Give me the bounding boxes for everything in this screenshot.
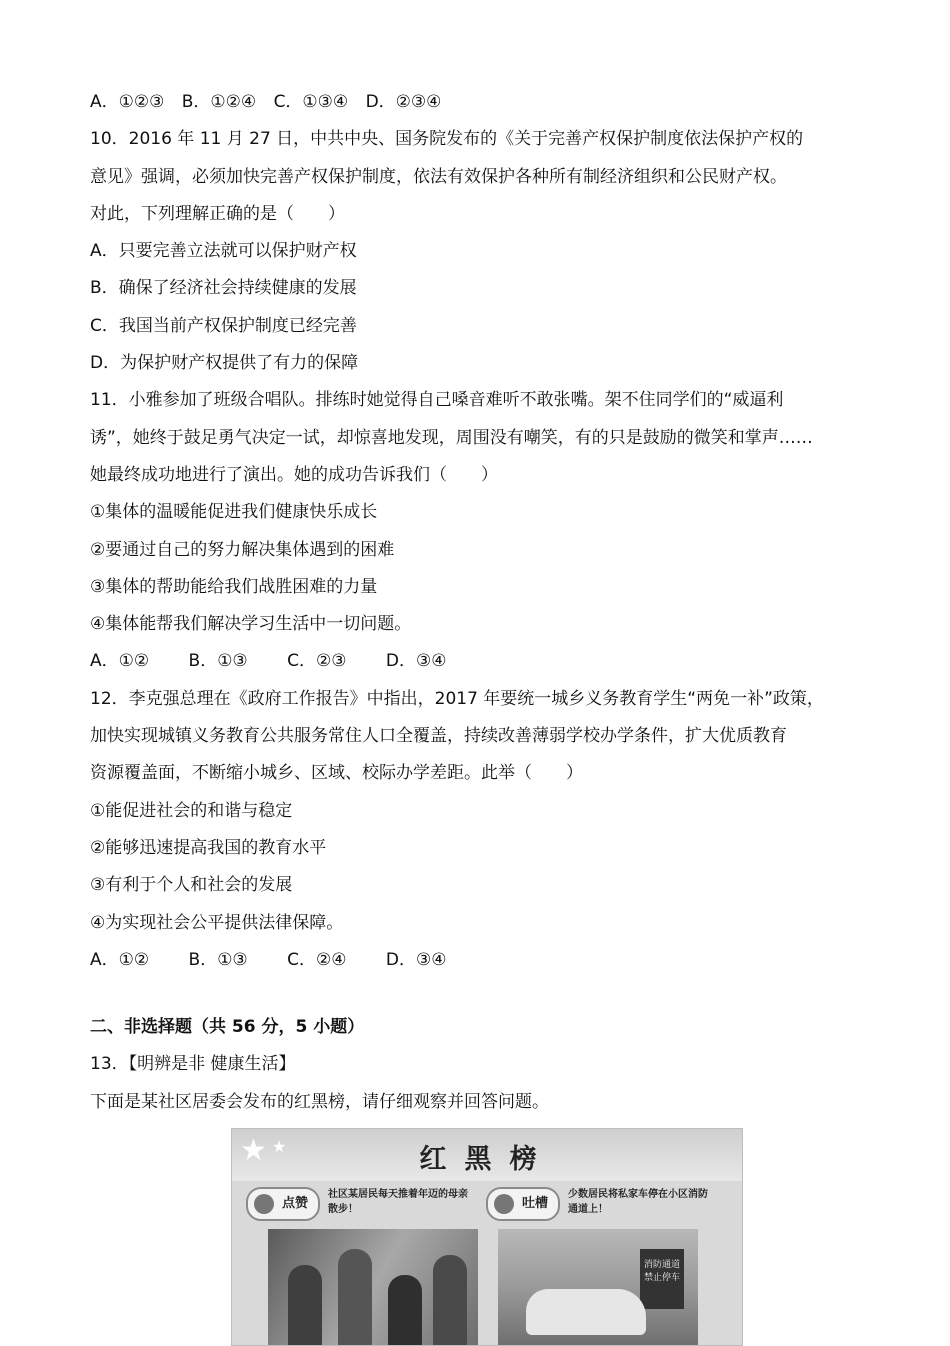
exam-page <box>90 84 870 1121</box>
praise-badge-label: 点赞 <box>282 1196 309 1211</box>
q9-option-a: A．①②③ <box>90 92 165 112</box>
q11-options <box>90 643 870 680</box>
q12-stem-line-1: 12．李克强总理在《政府工作报告》中指出，2017 年要统一城乡义务教育学生“两免一补”政策， <box>90 688 824 709</box>
q12-statement-1: ①能促进社会的和谐与稳定 <box>90 800 293 821</box>
person-figure <box>338 1249 372 1345</box>
q11-statement-3: ③集体的帮助能给我们战胜困难的力量 <box>90 576 378 597</box>
q12-option-d: D．③④ <box>385 949 447 970</box>
q12-stem-line-2: 加快实现城镇义务教育公共服务常住人口全覆盖，持续改善薄弱学校办学条件，扩大优质教育 <box>90 726 787 747</box>
praise-badge <box>246 1187 320 1221</box>
mushroom-icon <box>494 1194 514 1214</box>
q11-option-a: A．①② <box>90 651 150 672</box>
q13-heading: 13．【明辨是非 健康生活】 <box>90 1054 296 1075</box>
car-shape <box>526 1289 646 1335</box>
poster-title: 红黑榜 <box>419 1144 555 1175</box>
photo-car-in-fire-lane <box>498 1229 698 1345</box>
q12-options <box>90 942 870 979</box>
q11-statement-4: ④集体能帮我们解决学习生活中一切问题。 <box>90 614 412 635</box>
q10-option-c: C．我国当前产权保护制度已经完善 <box>90 315 357 336</box>
red-black-list-poster <box>231 1128 743 1346</box>
q12-option-c: C．②④ <box>287 949 347 970</box>
q10-stem-line-2: 意见》强调，必须加快完善产权保护制度，依法有效保护各种所有制经济组织和公民财产权。 <box>90 166 787 187</box>
q9-option-c: C．①③④ <box>273 92 349 112</box>
q10-option-a: A．只要完善立法就可以保护财产权 <box>90 241 357 262</box>
q11-statement-2: ②要通过自己的努力解决集体遇到的困难 <box>90 539 395 560</box>
praise-note: 社区某居民每天推着年迈的母亲散步！ <box>328 1189 468 1215</box>
q12-option-b: B．①③ <box>188 949 248 970</box>
q12-stem-line-3: 资源覆盖面，不断缩小城乡、区域、校际办学差距。此举（ ） <box>90 763 583 784</box>
q12-statement-4: ④为实现社会公平提供法律保障。 <box>90 912 344 933</box>
person-figure <box>388 1275 422 1345</box>
q10-option-d: D．为保护财产权提供了有力的保障 <box>90 353 359 374</box>
photo-family-walk <box>268 1229 478 1345</box>
thumbs-up-icon <box>254 1194 274 1214</box>
q9-options <box>90 84 870 121</box>
q11-stem-line-2: 诱”，她终于鼓足勇气决定一试，却惊喜地发现，周围没有嘲笑，有的只是鼓励的微笑和掌声…… <box>90 427 813 448</box>
complaint-note: 少数居民将私家车停在小区消防通道上！ <box>568 1189 708 1215</box>
q10-stem-line-3: 对此，下列理解正确的是（ ） <box>90 203 345 224</box>
q11-option-c: C．②③ <box>287 651 347 672</box>
q13-intro: 下面是某社区居委会发布的红黑榜，请仔细观察并回答问题。 <box>90 1091 549 1112</box>
section-gap <box>90 979 870 1009</box>
q12-statement-3: ③有利于个人和社会的发展 <box>90 875 293 896</box>
complaint-badge-label: 吐槽 <box>522 1196 549 1211</box>
q10-option-b: B．确保了经济社会持续健康的发展 <box>90 278 357 299</box>
q11-statement-1: ①集体的温暖能促进我们健康快乐成长 <box>90 502 378 523</box>
poster-header <box>232 1129 742 1181</box>
q11-option-b: B．①③ <box>188 651 248 672</box>
q11-stem-line-1: 11．小雅参加了班级合唱队。排练时她觉得自己嗓音难听不敢张嘴。架不住同学们的“威逼利 <box>90 390 784 411</box>
q11-stem-line-3: 她最终成功地进行了演出。她的成功告诉我们（ ） <box>90 464 498 485</box>
person-figure <box>288 1265 322 1345</box>
section-2-title: 二、非选择题（共 56 分，5 小题） <box>90 1017 365 1038</box>
small-star-icon: ★ <box>272 1137 287 1156</box>
star-icon: ★ <box>240 1133 267 1168</box>
complaint-badge <box>486 1187 560 1221</box>
person-figure <box>433 1255 467 1345</box>
q12-statement-2: ②能够迅速提高我国的教育水平 <box>90 837 327 858</box>
q12-option-a: A．①② <box>90 949 150 970</box>
q9-option-b: B．①②④ <box>181 92 257 112</box>
q9-option-d: D．②③④ <box>365 92 442 112</box>
q11-option-d: D．③④ <box>385 651 447 672</box>
no-parking-sign: 消防通道 禁止停车 <box>640 1249 684 1309</box>
q10-stem-line-1: 10．2016 年 11 月 27 日，中共中央、国务院发布的《关于完善产权保护制度依法保护产权的 <box>90 129 804 150</box>
